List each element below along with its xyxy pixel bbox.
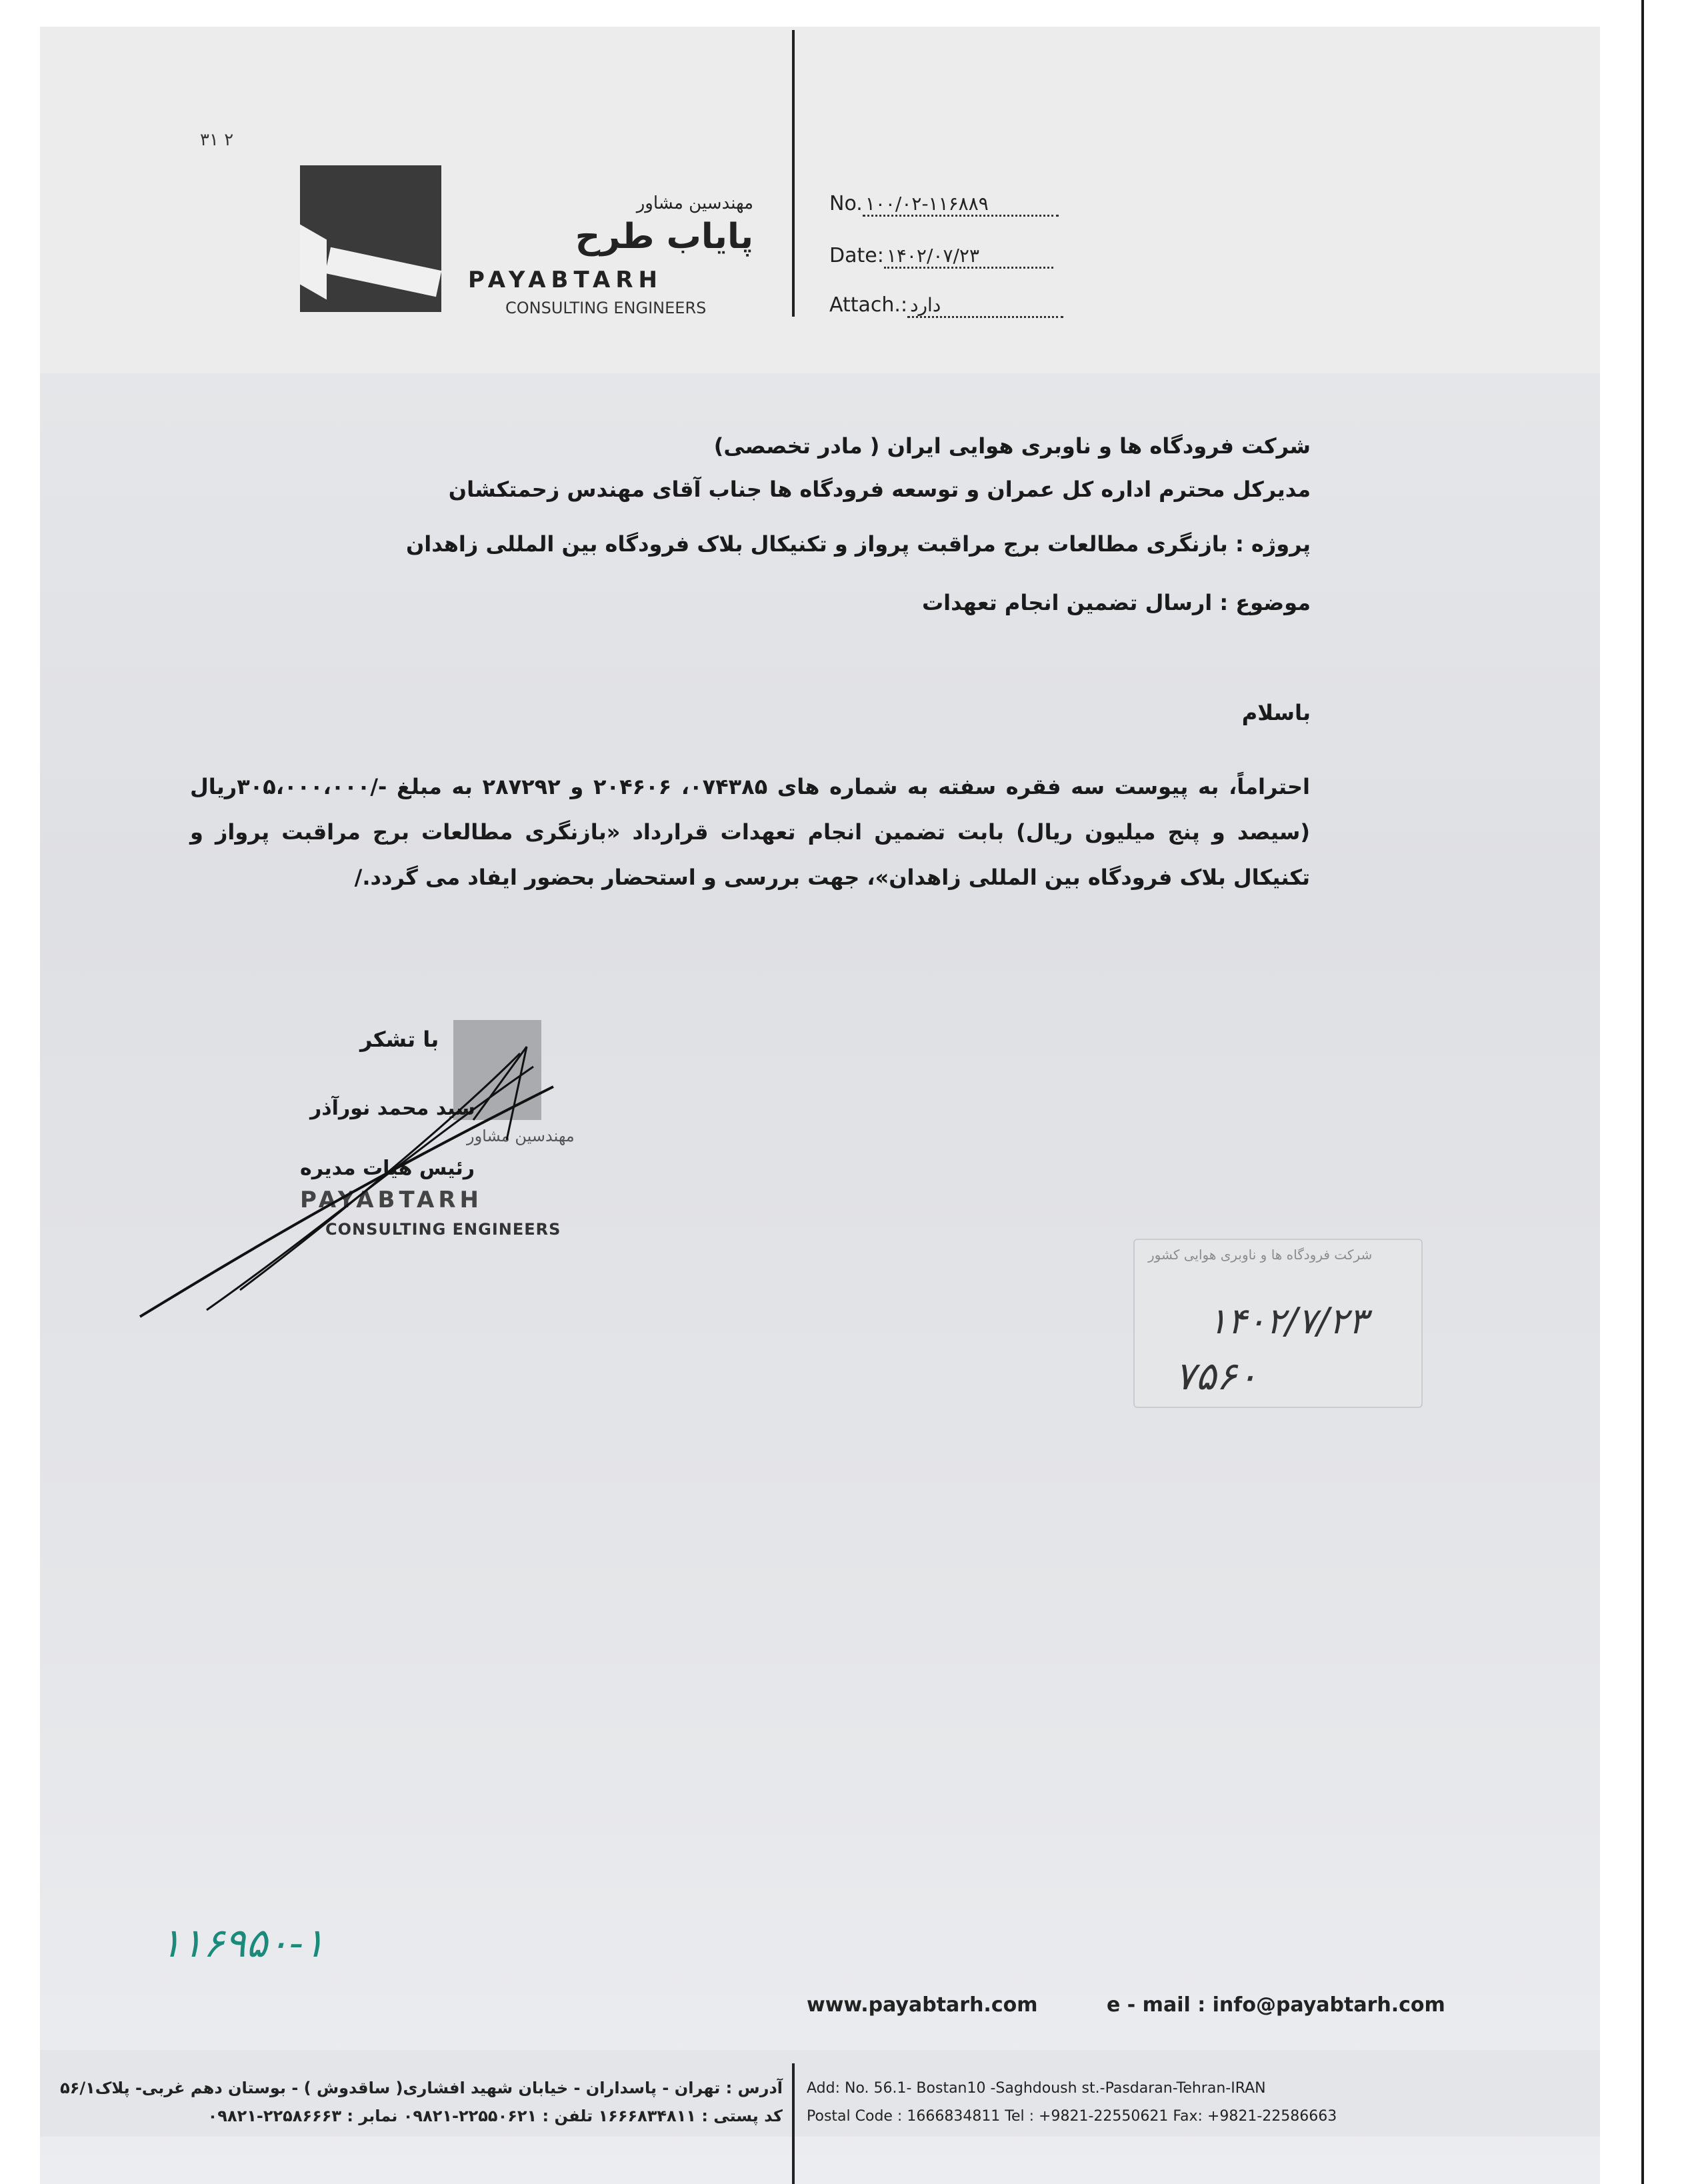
footer-persian-address: آدرس : تهران - پاسداران - خیابان شهید افشاری( ساقدوش ) - بوستان دهم غربی- پلاک۵۶/۱ xyxy=(60,2079,783,2097)
letter-date-label: Date: xyxy=(829,244,884,267)
letter-date-row xyxy=(829,244,1053,269)
letter-paragraph: احتراماً، به پیوست سه فقره سفته به شماره های ۰۷۴۳۸۵، ۲۰۴۶۰۶ و ۲۸۷۲۹۲ به مبلغ -/۳۰۵،۰۰۰،۰۰۰ریال (سیصد و پنج میلیون ریال) بابت تضمین انجام تعهدات قرارداد «بازنگری مطالعات برج مراقبت پرواز و تکنیکال بلاک فرودگاه بین المللی زاهدان»، جهت بررسی و استحضار بحضور ایفاد می گردد./ xyxy=(190,774,1311,890)
receipt-stamp xyxy=(1133,1239,1423,1408)
footer-persian-contacts: کد پستی : ۱۶۶۶۸۳۴۸۱۱ تلفن : ۲۲۵۵۰۶۲۱-۰۹۸۲۱ نمابر : ۲۲۵۸۶۶۶۳-۰۹۸۲۱ xyxy=(207,2107,783,2125)
receipt-stamp-date: ۱۴۰۲/۷/۲۳ xyxy=(1208,1300,1368,1342)
footer-website: www.payabtarh.com xyxy=(807,1993,1038,2017)
company-logo-icon xyxy=(300,165,441,312)
footer-email: e - mail : info@payabtarh.com xyxy=(1107,1993,1445,2017)
project-line: پروژه : بازنگری مطالعات برج مراقبت پرواز و تکنیکال بلاک فرودگاه بین المللی زاهدان xyxy=(405,531,1311,557)
signer-title: رئیس هیات مدیره xyxy=(300,1157,475,1180)
attachment-row xyxy=(829,293,1063,318)
header-band xyxy=(40,27,1600,373)
logo-english-name: PAYABTARH xyxy=(468,267,663,293)
handwritten-signature xyxy=(133,1040,567,1333)
subject-line: موضوع : ارسال تضمین انجام تعهدات xyxy=(921,590,1311,615)
logo-persian-subtitle: مهندسین مشاور xyxy=(636,193,753,213)
scan-edge-line xyxy=(1641,0,1644,2184)
attachment-label: Attach.: xyxy=(829,293,908,317)
footer-english-address: Add: No. 56.1- Bostan10 -Saghdoush st.-Pasdaran-Tehran-IRAN xyxy=(807,2080,1266,2097)
greeting: باسلام xyxy=(1241,700,1311,725)
stamp-persian-subtitle: مهندسین مشاور xyxy=(467,1127,575,1145)
letter-number-label: No. xyxy=(829,192,863,215)
letter-number-row xyxy=(829,192,1059,217)
logo-english-subtitle: CONSULTING ENGINEERS xyxy=(505,299,707,317)
scan-mark: ۳۱ ۲ xyxy=(200,130,234,150)
stamp-english-name: PAYABTARH xyxy=(300,1187,483,1213)
attachment-value: دارد xyxy=(907,294,1063,318)
receipt-stamp-number: ۷۵۶۰ xyxy=(1175,1353,1258,1399)
header-divider xyxy=(792,30,795,317)
handwritten-reference-number: ۱۱۶۹۵۰-۱ xyxy=(160,1920,325,1967)
logo-persian-name: پایاب طرح xyxy=(575,217,753,257)
signer-name: سید محمد نورآذر xyxy=(310,1097,475,1120)
footer-english-contacts: Postal Code : 1666834811 Tel : +9821-22550621 Fax: +9821-22586663 xyxy=(807,2108,1337,2125)
recipient-person: مدیرکل محترم اداره کل عمران و توسعه فرودگاه ها جناب آقای مهندس زحمتکشان xyxy=(448,477,1311,502)
stamp-english-subtitle: CONSULTING ENGINEERS xyxy=(325,1220,561,1239)
closing-thanks: با تشکر xyxy=(360,1027,439,1052)
receipt-stamp-header: شرکت فرودگاه ها و ناوبری هوایی کشور xyxy=(1148,1247,1373,1263)
recipient-company: شرکت فرودگاه ها و ناوبری هوایی ایران ( مادر تخصصی) xyxy=(713,433,1311,459)
letter-number-value: ۱۰۰/۰۲-۱۱۶۸۸۹ xyxy=(863,193,1059,217)
footer-divider xyxy=(792,2063,795,2184)
letter-date-value: ۱۴۰۲/۰۷/۲۳ xyxy=(884,245,1053,269)
